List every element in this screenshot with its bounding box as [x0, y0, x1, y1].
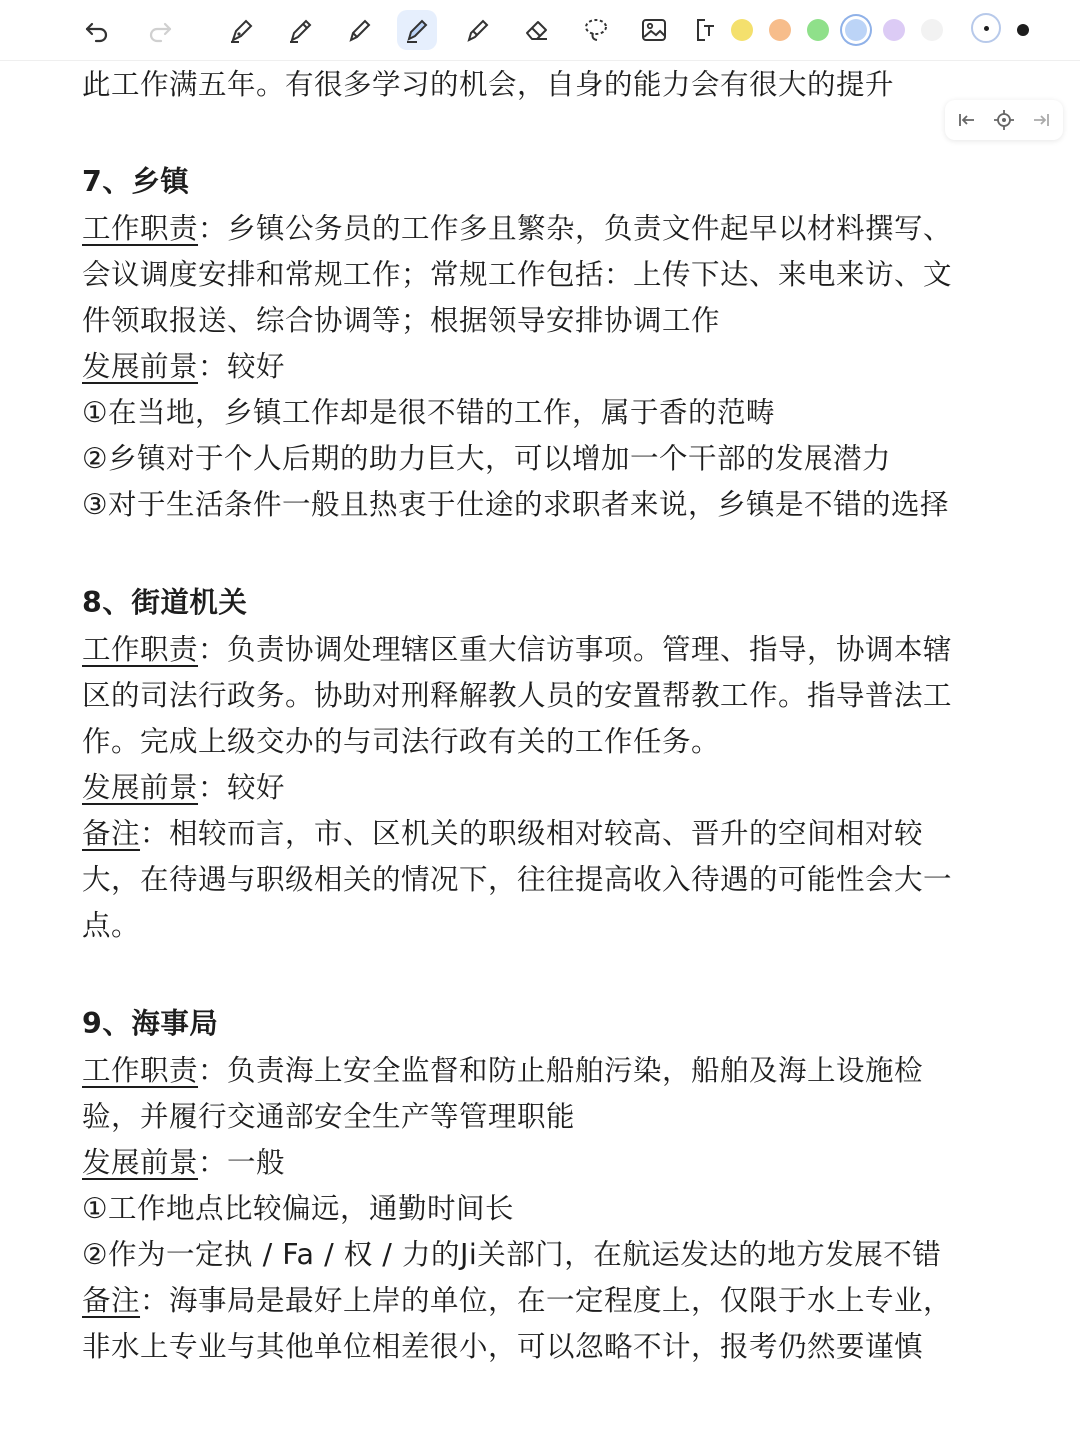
text-line: [82, 1140, 285, 1186]
text-box-icon[interactable]: [688, 10, 728, 50]
pencil-icon[interactable]: [340, 10, 380, 50]
fountain-pen-icon[interactable]: [222, 10, 262, 50]
color-swatch-orange[interactable]: [769, 19, 791, 41]
text-span: ：一般: [198, 1146, 286, 1179]
redo-icon[interactable]: [140, 10, 180, 50]
text-line: 非水上专业与其他单位相差很小，可以忽略不计，报考仍然要谨慎: [82, 1330, 924, 1363]
label-duties: 工作职责: [82, 212, 199, 245]
section-heading-township: 7、乡镇: [82, 165, 190, 198]
stroke-size-small[interactable]: [971, 13, 1001, 43]
lasso-icon[interactable]: [576, 10, 616, 50]
text-line: 大，在待遇与职级相关的情况下，往往提高收入待遇的可能性会大一: [82, 863, 953, 896]
text-line: [82, 206, 952, 252]
color-swatch-green[interactable]: [807, 19, 829, 41]
text-line: [82, 765, 285, 811]
pen-toolbar: [0, 0, 1080, 61]
text-span: ：负责协调处理辖区重大信访事项。管理、指导，协调本辖: [198, 633, 953, 666]
text-line: [82, 627, 952, 673]
eraser-icon[interactable]: [517, 10, 557, 50]
ballpoint-pen-icon[interactable]: [281, 10, 321, 50]
text-line: ②乡镇对于个人后期的助力巨大，可以增加一个干部的发展潜力: [82, 442, 892, 475]
color-swatch-blue[interactable]: [845, 19, 867, 41]
image-icon[interactable]: [634, 10, 674, 50]
collapse-right-icon[interactable]: [1029, 108, 1053, 132]
collapse-left-icon[interactable]: [955, 108, 979, 132]
text-line: [82, 811, 923, 857]
text-span: ：较好: [198, 771, 286, 804]
stroke-size-large[interactable]: [1017, 24, 1029, 36]
color-swatch-white[interactable]: [921, 19, 943, 41]
label-remarks: 备注: [82, 1284, 141, 1317]
label-prospects: 发展前景: [82, 771, 199, 804]
highlighter-icon[interactable]: [397, 10, 437, 50]
text-line: [82, 1278, 952, 1324]
color-swatch-yellow[interactable]: [731, 19, 753, 41]
text-line: ③对于生活条件一般且热衷于仕途的求职者来说，乡镇是不错的选择: [82, 488, 950, 521]
text-line: 会议调度安排和常规工作；常规工作包括：上传下达、来电来访、文: [82, 258, 953, 291]
text-span: ：相较而言，市、区机关的职级相对较高、晋升的空间相对较: [140, 817, 924, 850]
text-line: [82, 1048, 923, 1094]
text-span: ：负责海上安全监督和防止船舶污染，船舶及海上设施检: [198, 1054, 924, 1087]
color-swatch-purple[interactable]: [883, 19, 905, 41]
label-duties: 工作职责: [82, 633, 199, 666]
text-span: ：较好: [198, 350, 286, 383]
text-line: ①在当地，乡镇工作却是很不错的工作，属于香的范畴: [82, 396, 776, 429]
marker-icon[interactable]: [458, 10, 498, 50]
undo-icon[interactable]: [77, 10, 117, 50]
text-line: 验，并履行交通部安全生产等管理职能: [82, 1100, 576, 1133]
text-line: 此工作满五年。有很多学习的机会，自身的能力会有很大的提升: [82, 68, 895, 101]
text-line: ②作为一定执 / Fa / 权 / 力的Ji关部门，在航运发达的地方发展不错: [82, 1238, 942, 1271]
text-line: 作。完成上级交办的与司法行政有关的工作任务。: [82, 725, 721, 758]
locate-icon[interactable]: [992, 108, 1016, 132]
text-span: ：乡镇公务员的工作多且繁杂，负责文件起早以材料撰写、: [198, 212, 953, 245]
page-navigator: [945, 100, 1063, 140]
label-duties: 工作职责: [82, 1054, 199, 1087]
section-heading-maritime: 9、海事局: [82, 1007, 219, 1040]
section-heading-subdistrict: 8、街道机关: [82, 586, 248, 619]
text-line: ①工作地点比较偏远，通勤时间长: [82, 1192, 515, 1225]
label-remarks: 备注: [82, 817, 141, 850]
small-dot-icon: [984, 26, 989, 31]
text-line: 点。: [82, 909, 141, 942]
text-line: 件领取报送、综合协调等；根据领导安排协调工作: [82, 304, 721, 337]
text-span: ：海事局是最好上岸的单位，在一定程度上，仅限于水上专业，: [140, 1284, 953, 1317]
text-line: 区的司法行政务。协助对刑释解教人员的安置帮教工作。指导普法工: [82, 679, 953, 712]
label-prospects: 发展前景: [82, 350, 199, 383]
label-prospects: 发展前景: [82, 1146, 199, 1179]
text-line: [82, 344, 285, 390]
